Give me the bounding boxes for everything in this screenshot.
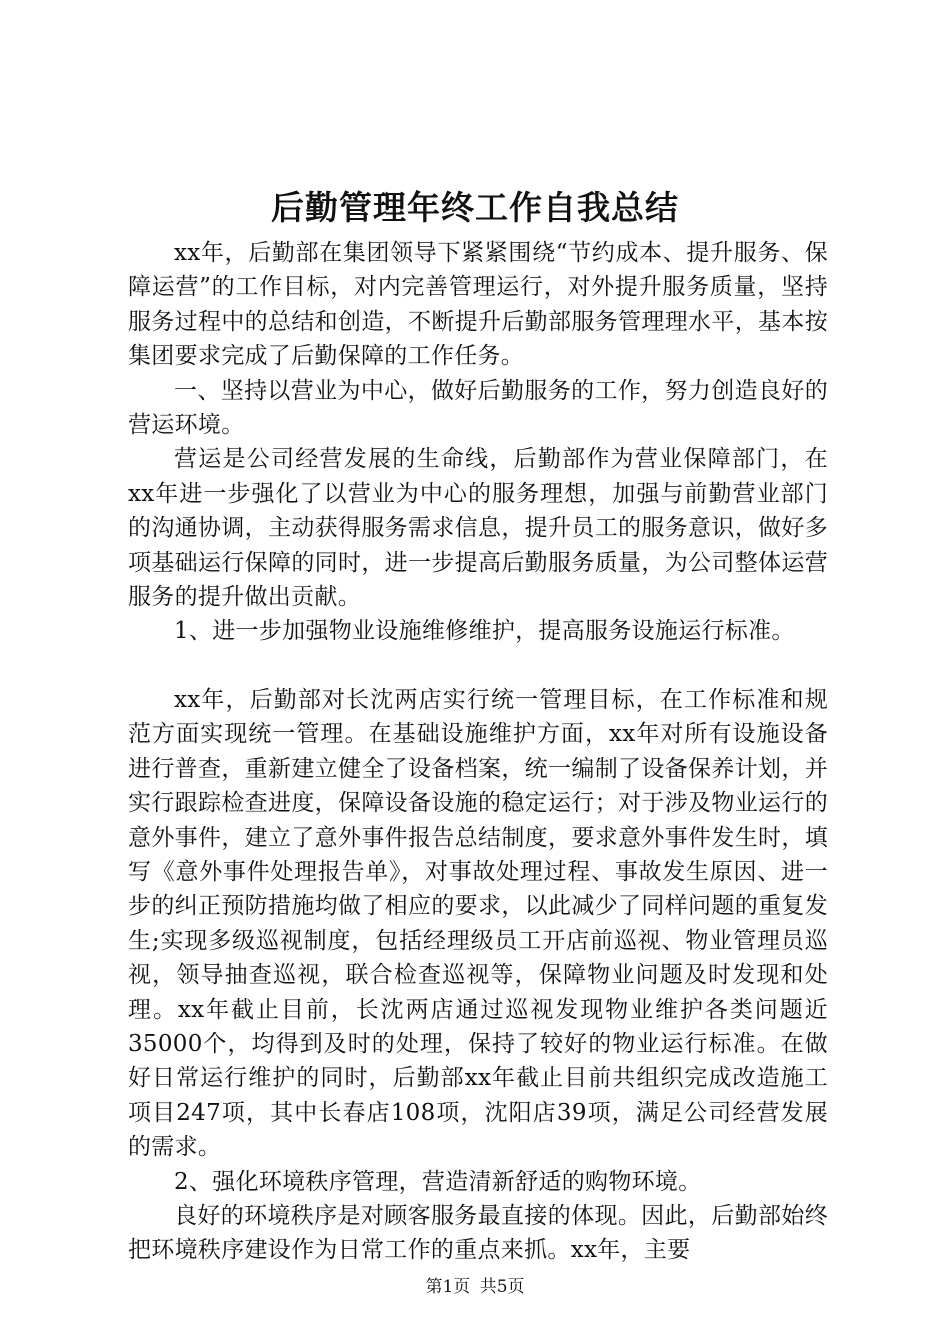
paragraph-spacer <box>128 649 828 683</box>
page-footer: 第1页 共5页 <box>425 1277 525 1297</box>
document-title: 后勤管理年终工作自我总结 <box>271 188 679 227</box>
subheading-2: 2、强化环境秩序管理，营造清新舒适的购物环境。 <box>174 1168 702 1195</box>
paragraph-operations: 营运是公司经营发展的生命线，后勤部作为营业保障部门，在xx年进一步强化了以营业为中心的服务理想，加强与前勤营业部门的沟通协调，主动获得服务需求信息，提升员工的服务意识，做好多项基础运行保障的同时，进一步提高后勤服务质量，为公司整体运营服务的提升做出贡献。 <box>128 446 828 611</box>
paragraph-intro: xx年，后勤部在集团领导下紧紧围绕“节约成本、提升服务、保障运营”的工作目标，对内完善管理运行，对外提升服务质量，坚持服务过程中的总结和创造，不断提升后勤部服务管理理水平，基本按集团要求完成了后勤保障的工作任务。 <box>128 240 828 370</box>
section-heading-1: 一、坚持以营业为中心，做好后勤服务的工作，努力创造良好的营运环境。 <box>128 377 828 439</box>
subheading-1: 1、进一步加强物业设施维修维护，提高服务设施运行标准。 <box>174 618 795 645</box>
document-body <box>128 236 828 1268</box>
paragraph-facilities: xx年，后勤部对长沈两店实行统一管理目标，在工作标准和规范方面实现统一管理。在基础设施维护方面，xx年对所有设施设备进行普查，重新建立健全了设备档案，统一编制了设备保养计划，并实行跟踪检查进度，保障设备设施的稳定运行；对于涉及物业运行的意外事件，建立了意外事件报告总结制度，要求意外事件发生时，填写《意外事件处理报告单》，对事故处理过程、事故发生原因、进一步的纠正预防措施均做了相应的要求，以此减少了同样问题的重复发生;实现多级巡视制度，包括经理级员工开店前巡视、物业管理员巡视，领导抽查巡视，联合检查巡视等，保障物业问题及时发现和处理。xx年截止目前，长沈两店通过巡视发现物业维护各类问题近35000个，均得到及时的处理，保持了较好的物业运行标准。在做好日常运行维护的同时，后勤部xx年截止目前共组织完成改造施工项目247项，其中长春店108项，沈阳店39项，满足公司经营发展的需求。 <box>128 686 828 1161</box>
paragraph-environment: 良好的环境秩序是对顾客服务最直接的体现。因此，后勤部始终把环境秩序建设作为日常工作的重点来抓。xx年，主要 <box>128 1202 828 1264</box>
